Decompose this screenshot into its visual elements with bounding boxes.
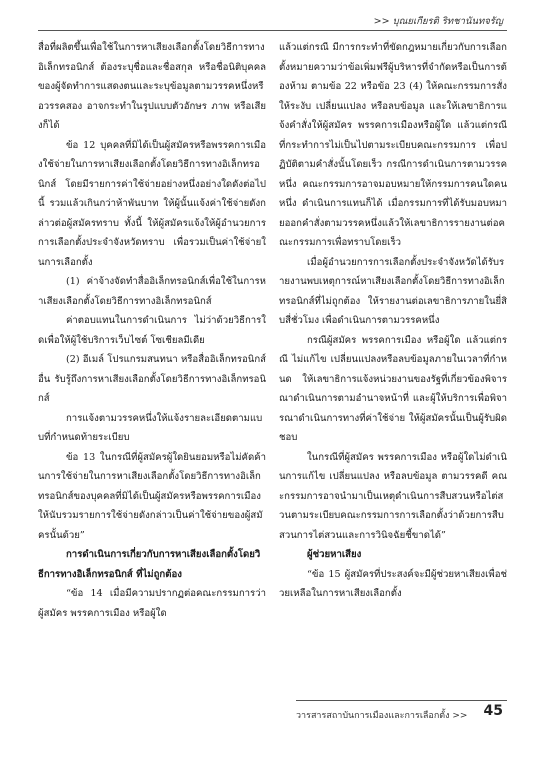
left-column [38,38,266,688]
paragraph: กรณีผู้สมัคร พรรคการเมือง หรือผู้ใด แล้วแต่กรณี ไม่แก้ไข เปลี่ยนแปลงหรือลบข้อมูลภายในเวลาที่กำหนด ให้เลขาธิการแจ้งหน่วยงานของรัฐที่เกี่ยวข้องพิจารณาดำเนินการตามอำนาจหน้าที่ และผู้ให้บริการเพื่อพิจารณาดำเนินการทางที่ค่าใช้จ่าย ให้ผู้สมัครนั้นเป็นผู้รับผิดชอบ [279,334,507,443]
paragraph: ข้อ 12 บุคคลที่มิได้เป็นผู้สมัครหรือพรรคการเมืองใช้จ่ายในการหาเสียงเลือกตั้งโดยวิธีการทางอิเล็กทรอนิกส์ โดยมีรายการค่าใช้จ่ายอย่างหนึ่งอย่างใดดังต่อไปนี้ รวมแล้วเกินกว่าห้าพันบาท ให้ผู้นั้นแจ้งค่าใช้จ่ายดังกล่าวต่อผู้สมัครทราบ ทั้งนี้ ให้ผู้สมัครแจ้งให้ผู้อำนวยการการเลือกตั้งประจำจังหวัดทราบ เพื่อรวมเป็นค่าใช้จ่ายในการเลือกตั้ง [38,139,266,268]
paragraph: ในกรณีที่ผู้สมัคร พรรคการเมือง หรือผู้ใดไม่ดำเนินการแก้ไข เปลี่ยนแปลง หรือลบข้อมูล ตามวรรคดี คณะกรรมการอาจนำมาเป็นเหตุดำเนินการสืบสวนหรือไต่สวนตามระเบียบคณะกรรมการการเลือกตั้งว่าด้วยการสืบสวนการไต่สวนและการวินิจฉัยชี้ขาดได้” [279,451,507,541]
section-heading: ผู้ช่วยหาเสียง [307,549,362,560]
footer-journal-title: วารสารสถาบันการเมืองและการเลือกตั้ง >> [296,711,468,721]
header-rule [38,30,507,31]
paragraph: แล้วแต่กรณี มีการกระทำที่ขัดกฎหมายเกี่ยวกับการเลือกตั้งหมายความว่าข้อเพิ่มฟรีผู้บริหารที่จำกัดหรือเป็นการต้องห้าม ตามข้อ 22 หรือข้อ 23 (4) ให้คณะกรรมการสั่งให้ระงับ เปลี่ยนแปลง หรือลบข้อมูล และให้เลขาธิการแจ้งคำสั่งให้ผู้สมัคร พรรคการเมืองหรือผู้ใด แล้วแต่กรณี ที่กระทำการไม่เป็นไปตามระเบียบคณะกรรมการ เพื่อปฏิบัติตามคำสั่งนั้นโดยเร็ว กรณีการดำเนินการตามวรรคหนึ่ง คณะกรรมการอาจมอบหมายให้กรรมการคนใดคนหนึ่ง ดำเนินการแทนก็ได้ เมื่อกรรมการที่ได้รับมอบหมายออกคำสั่งตามวรรคหนึ่งแล้วให้เลขาธิการรายงานต่อคณะกรรมการเพื่อทราบโดยเร็ว [279,42,507,248]
paragraph: (2) อีเมล์ โปรแกรมสนทนา หรือสื่ออิเล็กทรอนิกส์อื่น รับรู้ถึงการหาเสียงเลือกตั้งโดยวิธีการทางอิเล็กทรอนิกส์ [38,354,266,404]
section-heading: การดำเนินการเกี่ยวกับการหาเสียงเลือกตั้งโดยวิธีการทางอิเล็กทรอนิกส์ ที่ไม่ถูกต้อง [38,549,261,580]
paragraph: ข้อ 13 ในกรณีที่ผู้สมัครผู้ใดยินยอมหรือไม่คัดค้านการใช้จ่ายในการหาเสียงเลือกตั้งโดยวิธีการทางอิเล็กทรอนิกส์ของบุคคลที่มิได้เป็นผู้สมัครหรือพรรคการเมือง ให้นับรวมรายการใช้จ่ายดังกล่าวเป็นค่าใช้จ่ายของผู้สมัครนั้นด้วย” [38,451,266,541]
paragraph: (1) ค่าจ้างจัดทำสื่ออิเล็กทรอนิกส์เพื่อใช้ในการหาเสียงเลือกตั้งโดยวิธีการทางอิเล็กทรอนิกส์ [38,276,266,307]
running-header-author: >> บุณยเกียรติ ริทชานันทจรัญ [373,16,503,27]
page-number: 45 [483,703,503,719]
paragraph: “ข้อ 15 ผู้สมัครที่ประสงค์จะมีผู้ช่วยหาเสียงเพื่อช่วยเหลือในการหาเสียงเลือกตั้ง [279,568,507,599]
right-column [279,38,507,688]
paragraph: เมื่อผู้อำนวยการการเลือกตั้งประจำจังหวัดได้รับรายงานพบเหตุการณ์หาเสียงเลือกตั้งโดยวิธีการทางอิเล็กทรอนิกส์ที่ไม่ถูกต้อง ให้รายงานต่อเลขาธิการภายในยี่สิบสี่ชั่วโมง เพื่อดำเนินการตามวรรคหนึ่ง [279,256,507,326]
footer-rule [296,700,507,701]
paragraph: การแจ้งตามวรรคหนึ่งให้แจ้งรายละเอียดตามแบบที่กำหนดท้ายระเบียบ [38,412,263,443]
paragraph: สื่อที่ผลิตขึ้นเพื่อใช้ในการหาเสียงเลือกตั้งโดยวิธีการทางอิเล็กทรอนิกส์ ต้องระบุชื่อและชื่อสกุล หรือชื่อนิติบุคคลของผู้จัดทำการแสดงตนและระบุข้อมูลตามวรรคหนึ่งหรือวรรคสอง อาจกระทำในรูปแบบตัวอักษร ภาพ หรือเสียงก็ได้ [38,42,266,131]
paragraph: “ข้อ 14 เมื่อมีความปรากฏต่อคณะกรรมการว่า ผู้สมัคร พรรคการเมือง หรือผู้ใด [38,588,266,619]
paragraph: ค่าตอบแทนในการดำเนินการ ไม่ว่าด้วยวิธีการใดเพื่อให้ผู้ใช้บริการเว็บไซต์ โซเชียลมีเดีย [38,315,266,346]
